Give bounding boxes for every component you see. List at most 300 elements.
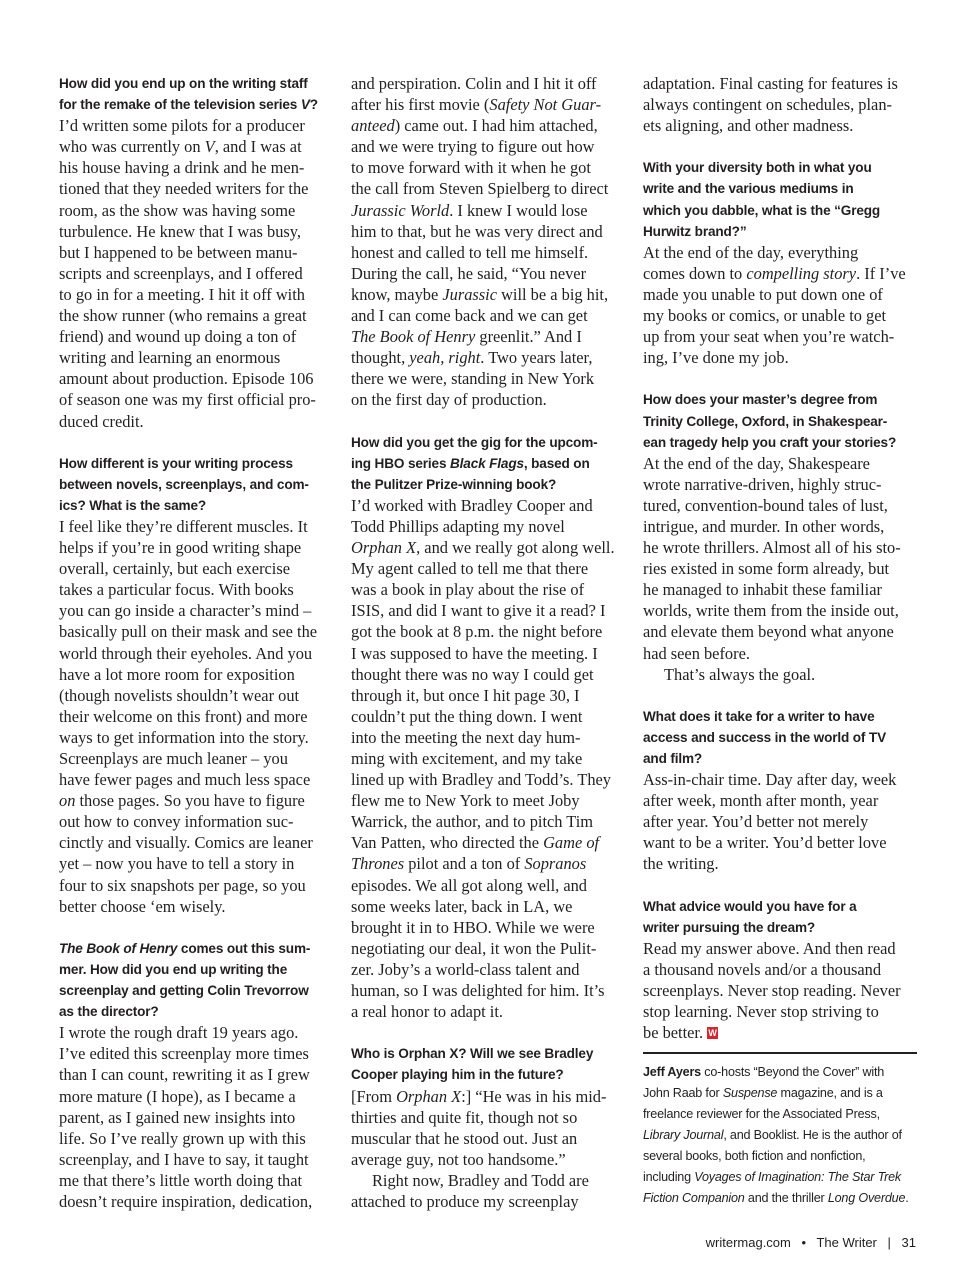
text-line: [643, 980, 917, 1001]
text-run: ISIS, and did I want to give it a read? I: [351, 601, 606, 621]
text-line: [59, 537, 333, 558]
text-line: [643, 347, 917, 368]
text-run: several books, both fiction and nonfiction,: [643, 1149, 866, 1164]
text-line: [643, 115, 917, 136]
text-run: turbulence. He knew that I was busy,: [59, 221, 301, 241]
text-line: [643, 411, 917, 432]
paragraph-gap: [643, 875, 917, 896]
text-run: and film?: [643, 751, 703, 766]
text-run: world through their eyeholes. And you: [59, 643, 313, 663]
text-run: . I knew I would lose: [449, 200, 588, 220]
text-run: I’d written some pilots for a producer: [59, 116, 305, 136]
text-line: [643, 432, 917, 453]
text-line: [59, 368, 333, 389]
article-column-1: [59, 73, 333, 1212]
text-line: [351, 959, 625, 980]
answer-paragraph: [59, 1022, 333, 1212]
answer-paragraph: [59, 115, 333, 431]
text-run: wrote narrative-driven, highly struc-: [643, 474, 882, 494]
text-line: [643, 326, 917, 347]
text-line: [643, 938, 917, 959]
text-line: [59, 305, 333, 326]
text-line: [59, 980, 333, 1001]
text-line: [59, 1191, 333, 1212]
text-line: [351, 284, 625, 305]
text-line: [351, 368, 625, 389]
text-run: want to be a writer. You’d better love: [643, 833, 887, 853]
question-heading: [59, 453, 333, 516]
text-run: ming with excitement, and my take: [351, 749, 583, 768]
text-line: [59, 389, 333, 410]
footer-divider: |: [887, 1235, 891, 1250]
text-run: magazine, and is a: [777, 1086, 883, 1101]
text-line: [643, 1146, 917, 1167]
text-line: [643, 1104, 917, 1125]
text-line: [351, 136, 625, 157]
text-run: ways to get information into the story.: [59, 727, 309, 747]
text-run: brought it in to HBO. While we were: [351, 917, 595, 937]
text-run: thought there was no way I could get: [351, 664, 594, 684]
italic-text: V: [300, 97, 310, 113]
text-run: , and Booklist. He is the author of: [723, 1128, 902, 1143]
italic-text: on: [59, 791, 76, 811]
italic-text: The Book of Henry: [351, 327, 476, 347]
text-line: [643, 221, 917, 242]
footer-bullet: •: [801, 1235, 807, 1250]
text-line: [59, 1043, 333, 1064]
text-run: I was supposed to have the meeting. I: [351, 643, 598, 663]
text-line: [351, 1107, 625, 1128]
text-run: takes a particular focus. With books: [59, 580, 294, 600]
text-run: parent, as I gained new insights into: [59, 1107, 296, 1127]
text-line: [59, 896, 333, 917]
text-run: as the director?: [59, 1004, 159, 1020]
text-line: [643, 896, 917, 917]
text-run: I’ve edited this screenplay more times: [59, 1044, 309, 1064]
text-line: [351, 347, 625, 368]
text-run: will be a big hit,: [496, 284, 609, 304]
text-line: [59, 769, 333, 790]
text-run: life. So I’ve really grown up with this: [59, 1128, 306, 1148]
text-run: stop learning. Never stop striving to: [643, 1002, 879, 1022]
text-line: [351, 853, 625, 874]
text-run: he wrote thrillers. Almost all of his sto-: [643, 538, 901, 558]
text-line: [351, 832, 625, 853]
text-run: was a book in play about the rise of: [351, 580, 585, 600]
text-line: [351, 389, 625, 410]
text-run: overall, certainly, but each exercise: [59, 559, 291, 579]
text-run: couldn’t put the thing down. I went: [351, 706, 583, 726]
paragraph-gap: [643, 136, 917, 157]
text-run: than I can count, rewriting it as I grew: [59, 1065, 310, 1085]
italic-text: yeah, right: [409, 348, 481, 368]
text-line: [643, 853, 917, 874]
text-line: [351, 600, 625, 621]
author-name: Jeff Ayers: [643, 1065, 701, 1080]
paragraph-gap: [59, 917, 333, 938]
text-line: [59, 115, 333, 136]
text-line: [643, 917, 917, 938]
text-run: and we were trying to figure out how: [351, 137, 595, 157]
text-line: [643, 263, 917, 284]
text-run: always contingent on schedules, plan-: [643, 95, 892, 115]
text-run: I’d worked with Bradley Cooper and: [351, 495, 593, 515]
text-line: [351, 1064, 625, 1085]
text-line: [59, 411, 333, 432]
text-line: [643, 73, 917, 94]
text-line: [643, 1125, 917, 1146]
text-run: muscular that he stood out. Just an: [351, 1128, 578, 1148]
text-run: Cooper playing him in the future?: [351, 1067, 564, 1083]
text-run: . If I’ve: [856, 263, 906, 283]
text-line: [643, 516, 917, 537]
text-line: [59, 1022, 333, 1043]
text-run: and perspiration. Colin and I hit it off: [351, 74, 597, 93]
text-line: [351, 178, 625, 199]
text-run: :] “He was in his mid-: [461, 1086, 607, 1106]
text-run: negotiating our deal, it won the Pulit-: [351, 938, 597, 958]
text-line: [59, 706, 333, 727]
text-line: [351, 94, 625, 115]
text-run: have a lot more room for exposition: [59, 664, 295, 684]
text-line: [59, 579, 333, 600]
text-line: [59, 157, 333, 178]
text-run: comes down to: [643, 263, 747, 283]
text-run: into the meeting the next day hum-: [351, 727, 581, 747]
article-column-2: [351, 73, 625, 1212]
text-line: [643, 242, 917, 263]
text-run: him to that, but he was very direct and: [351, 221, 603, 241]
text-run: to go in for a meeting. I hit it off with: [59, 284, 305, 304]
italic-text: Orphan X: [351, 538, 417, 558]
text-line: [643, 959, 917, 980]
text-run: I feel like they’re different muscles. It: [59, 516, 308, 536]
italic-text: Black Flags: [449, 455, 524, 471]
text-line: [643, 178, 917, 199]
text-line: [59, 790, 333, 811]
text-line: [351, 643, 625, 664]
text-line: [351, 495, 625, 516]
text-run: made you unable to put down one of: [643, 284, 883, 304]
text-run: zer. Joby’s a world-class talent and: [351, 959, 580, 979]
text-line: [351, 875, 625, 896]
text-run: have fewer pages and much less space: [59, 770, 311, 790]
text-line: [351, 221, 625, 242]
text-line: [643, 600, 917, 621]
text-line: [351, 558, 625, 579]
text-run: four to six snapshots per page, so you: [59, 875, 306, 895]
text-run: better choose ‘em wisely.: [59, 896, 226, 916]
text-run: Screenplays are much leaner – you: [59, 749, 288, 768]
text-line: [59, 474, 333, 495]
text-line: [351, 748, 625, 769]
question-heading: [351, 1043, 625, 1085]
text-run: got the book at 8 p.m. the night before: [351, 622, 603, 642]
text-run: episodes. We all got along well, and: [351, 875, 587, 895]
text-line: [351, 516, 625, 537]
text-run: screenplay, and I have to say, it taught: [59, 1149, 309, 1169]
question-heading: [643, 896, 917, 938]
text-run: scripts and screenplays, and I offered: [59, 263, 303, 283]
text-run: of season one was my first official pro-: [59, 390, 316, 410]
text-run: That’s always the goal.: [664, 664, 816, 684]
text-run: Read my answer above. And then read: [643, 938, 896, 958]
footer-magazine: The Writer: [816, 1235, 877, 1250]
answer-paragraph: [59, 516, 333, 917]
end-of-article-logo-icon: W: [708, 1028, 717, 1039]
text-line: [643, 664, 917, 685]
italic-text: Long Overdue: [827, 1191, 906, 1206]
question-heading: [351, 432, 625, 495]
text-line: [643, 453, 917, 474]
text-run: to move forward with it when he got: [351, 158, 591, 178]
answer-paragraph: [643, 453, 917, 685]
text-line: [59, 1170, 333, 1191]
text-run: doesn’t require inspiration, dedication,: [59, 1191, 313, 1211]
text-run: Who is Orphan X? Will we see Bradley: [351, 1046, 594, 1062]
text-line: [351, 200, 625, 221]
text-line: [351, 579, 625, 600]
text-line: [351, 938, 625, 959]
text-line: [59, 1149, 333, 1170]
text-line: [59, 727, 333, 748]
text-run: out how to convey information suc-: [59, 812, 294, 832]
text-run: the writing.: [643, 854, 719, 874]
text-line: [643, 495, 917, 516]
italic-text: anteed: [351, 116, 395, 136]
text-run: cinctly and visually. Comics are leaner: [59, 833, 313, 853]
text-line: [351, 727, 625, 748]
question-heading: [59, 73, 333, 115]
text-line: [643, 1188, 917, 1209]
text-line: [351, 1170, 625, 1191]
text-line: [59, 347, 333, 368]
text-line: [351, 453, 625, 474]
text-line: [59, 938, 333, 959]
text-run: their welcome on this front) and more: [59, 706, 308, 726]
text-line: [351, 917, 625, 938]
text-run: after his first movie (: [351, 95, 490, 115]
text-line: [59, 1107, 333, 1128]
text-run: there we were, standing in New York: [351, 369, 595, 389]
text-run: be better.: [643, 1023, 704, 1043]
italic-text: compelling story: [746, 263, 857, 283]
paragraph-gap: [351, 1022, 625, 1043]
text-line: [59, 495, 333, 516]
text-run: access and success in the world of TV: [643, 729, 887, 745]
text-line: [59, 1086, 333, 1107]
text-run: mer. How did you end up writing the: [59, 961, 288, 977]
text-run: At the end of the day, Shakespeare: [643, 453, 870, 473]
italic-text: Suspense: [722, 1086, 778, 1101]
text-run: greenlit.” And I: [475, 327, 582, 347]
text-run: who was currently on: [59, 137, 205, 157]
text-line: [59, 178, 333, 199]
text-line: [643, 284, 917, 305]
text-run: ?: [309, 97, 318, 113]
text-run: after week, month after month, year: [643, 791, 879, 811]
text-run: Van Patten, who directed the: [351, 833, 544, 853]
text-line: [351, 1086, 625, 1107]
text-run: average guy, not too handsome.”: [351, 1149, 566, 1169]
text-run: between novels, screenplays, and com-: [59, 476, 309, 492]
text-run: thought,: [351, 348, 410, 368]
text-line: [643, 200, 917, 221]
text-run: had seen before.: [643, 643, 750, 663]
text-line: [643, 769, 917, 790]
text-line: [643, 832, 917, 853]
question-heading: [643, 157, 917, 241]
text-line: [59, 600, 333, 621]
text-line: [351, 621, 625, 642]
text-run: including: [643, 1170, 695, 1185]
text-line: [351, 115, 625, 136]
italic-text: V: [204, 137, 215, 157]
text-run: attached to produce my screenplay: [351, 1191, 579, 1211]
text-run: flew me to New York to meet Joby: [351, 791, 580, 811]
text-line: [59, 516, 333, 537]
italic-text: Voyages of Imagination: The Star Trek: [694, 1170, 902, 1185]
text-run: ing HBO series: [351, 455, 450, 471]
text-run: Trinity College, Oxford, in Shakespear-: [643, 413, 888, 429]
text-run: worlds, write them from the inside out,: [643, 601, 899, 621]
text-run: ing, I’ve done my job.: [643, 348, 789, 368]
answer-paragraph: [643, 938, 917, 1043]
text-run: [From: [351, 1086, 397, 1106]
text-line: [59, 284, 333, 305]
text-line: [59, 200, 333, 221]
text-line: [59, 875, 333, 896]
text-run: me that there’s little worth doing that: [59, 1170, 303, 1190]
text-run: basically pull on their mask and see the: [59, 622, 318, 642]
text-run: ets aligning, and other madness.: [643, 116, 854, 136]
text-run: screenplays. Never stop reading. Never: [643, 981, 901, 1001]
text-line: [643, 1062, 917, 1083]
text-run: Todd Phillips adapting my novel: [351, 516, 565, 536]
text-line: [643, 811, 917, 832]
text-run: What does it take for a writer to have: [643, 708, 875, 724]
text-run: on the first day of production.: [351, 390, 547, 410]
text-line: [643, 621, 917, 642]
text-line: [351, 664, 625, 685]
answer-paragraph: [643, 73, 917, 136]
paragraph-gap: [643, 685, 917, 706]
text-run: What advice would you have for a: [643, 898, 857, 914]
text-line: [59, 664, 333, 685]
text-line: [351, 263, 625, 284]
text-line: [643, 157, 917, 178]
text-run: more mature (I hope), as I became a: [59, 1086, 296, 1106]
text-run: At the end of the day, everything: [643, 242, 859, 262]
text-run: writer pursuing the dream?: [643, 919, 816, 935]
text-run: tioned that they needed writers for the: [59, 179, 309, 199]
text-line: [59, 94, 333, 115]
text-line: [351, 769, 625, 790]
italic-text: Fiction Companion: [643, 1191, 745, 1206]
text-run: honest and called to tell me himself.: [351, 242, 589, 262]
text-run: the show runner (who remains a great: [59, 306, 307, 326]
text-run: amount about production. Episode 106: [59, 369, 314, 389]
text-run: write and the various mediums in: [643, 181, 854, 197]
text-run: duced credit.: [59, 411, 144, 431]
text-run: I wrote the rough draft 19 years ago.: [59, 1023, 299, 1043]
author-bio: [643, 1062, 917, 1209]
text-run: helps if you’re in good writing shape: [59, 538, 302, 558]
text-run: John Raab for: [643, 1086, 723, 1101]
text-run: his house having a drink and he men-: [59, 158, 305, 178]
text-line: [643, 305, 917, 326]
text-run: lined up with Bradley and Todd’s. They: [351, 770, 612, 790]
text-line: [643, 1001, 917, 1022]
answer-paragraph: [351, 1086, 625, 1213]
text-run: and elevate them beyond what anyone: [643, 622, 894, 642]
text-run: a real honor to adapt it.: [351, 1002, 504, 1022]
text-run: Warrick, the author, and to pitch Tim: [351, 812, 594, 832]
bio-divider: [643, 1052, 917, 1054]
text-run: and I can come back and we can get: [351, 306, 588, 326]
text-run: the Pulitzer Prize-winning book?: [351, 476, 557, 492]
text-line: [643, 1167, 917, 1188]
text-run: adaptation. Final casting for features is: [643, 74, 898, 93]
paragraph-gap: [59, 432, 333, 453]
text-line: [351, 685, 625, 706]
text-run: up from your seat when you’re watch-: [643, 327, 895, 347]
text-line: [643, 474, 917, 495]
text-run: , and we really got along well.: [416, 538, 615, 558]
text-run: ics? What is the same?: [59, 497, 207, 513]
text-line: [643, 706, 917, 727]
text-run: How did you get the gig for the upcom-: [351, 434, 598, 450]
text-run: know, maybe: [351, 284, 443, 304]
italic-text: Orphan X: [396, 1086, 462, 1106]
text-line: [351, 474, 625, 495]
italic-text: Thrones: [351, 854, 405, 874]
text-line: [59, 832, 333, 853]
text-line: [351, 537, 625, 558]
text-run: ean tragedy help you craft your stories?: [643, 434, 897, 450]
text-run: . Two years later,: [480, 348, 593, 368]
text-line: [59, 73, 333, 94]
text-run: screenplay and getting Colin Trevorrow: [59, 983, 309, 999]
text-line: [351, 1128, 625, 1149]
text-line: [59, 263, 333, 284]
text-run: room, as the show was having some: [59, 200, 296, 220]
text-run: , based on: [523, 455, 590, 471]
answer-paragraph: [643, 769, 917, 874]
italic-text: Game of: [543, 833, 600, 853]
text-run: writing and learning an enormous: [59, 348, 281, 368]
text-line: [59, 811, 333, 832]
text-run: you can go inside a character’s mind –: [59, 601, 312, 621]
article-column-3: [643, 73, 917, 1209]
text-line: [643, 579, 917, 600]
text-line: [59, 221, 333, 242]
text-line: [59, 242, 333, 263]
text-line: [643, 389, 917, 410]
text-line: [643, 790, 917, 811]
text-run: friend) and wound up doing a ton of: [59, 327, 297, 347]
page-footer: [706, 1235, 916, 1250]
text-line: [351, 706, 625, 727]
text-run: Right now, Bradley and Todd are: [372, 1170, 589, 1190]
text-line: [643, 727, 917, 748]
text-run: How does your master’s degree from: [643, 392, 878, 408]
text-run: ) came out. I had him attached,: [394, 116, 598, 136]
text-line: [351, 432, 625, 453]
text-run: my books or comics, or unable to get: [643, 306, 887, 326]
question-heading: [643, 706, 917, 769]
paragraph-gap: [643, 368, 917, 389]
